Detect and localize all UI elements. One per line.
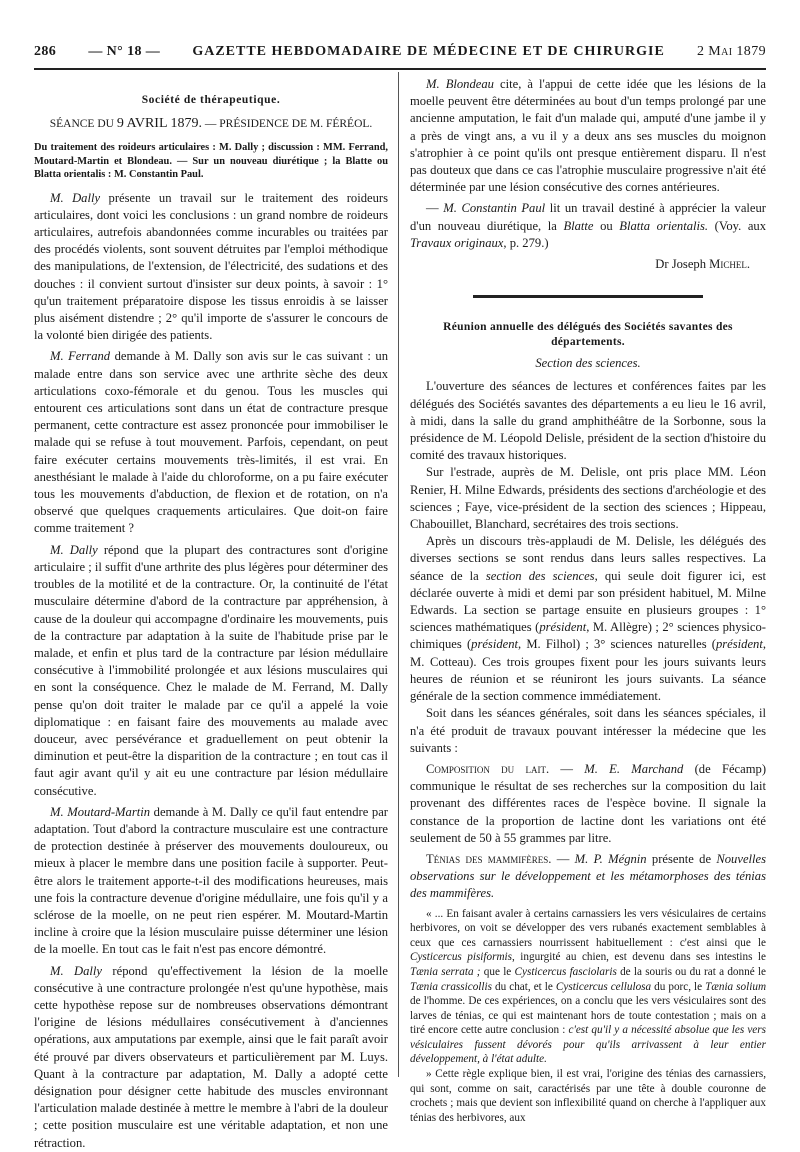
- reunion-title: Réunion annuelle des délégués des Sociétés savantes des départements.: [443, 321, 733, 348]
- paragraph-estrade: Sur l'estrade, auprès de M. Delisle, ont pris place MM. Léon Renier, H. Milne Edwards, présidents des sections d'archéologie et des sciences ; Faye, vice-président de la section des sciences ; Hippeau, Chabouillet, Blanchard, secrétaires des trois sections.: [410, 465, 766, 532]
- paragraph-constantin-paul: — M. Constantin Paul lit un travail destiné à apprécier la valeur d'un nouveau diurétique, la Blatte ou Blatta orientalis. (Voy. aux Travaux originaux, p. 279.): [410, 201, 767, 250]
- section-divider: [473, 295, 703, 298]
- paragraph-ouverture: L'ouverture des séances de lectures et conférences faites par les délégués des Sociétés savantes des départements a eu lieu le 16 avril, à midi, dans la salle du grand amphithéâtre de la Sorbonne, sous la présidence de M. Léopold Delisle, président de la section d'histoire du comité des travaux historiques.: [410, 379, 766, 463]
- paragraph-blondeau: M. Blondeau cite, à l'appui de cette idée que les lésions de la moelle peuvent être déterminées au bout d'un temps prolongé par une ancienne amputation, le fait d'un malade qui, amputé d'une jambe il y a près de vingt ans, a vu il y a deux ans ses muscles du moignon s'atrophier à ce point qu'ils ont presque entièrement disparu. Il n'est pas douteux que dans ce cas l'atrophie musculaire progressive n'ait été déterminée par une lésion consécutive des cornes antérieures.: [410, 77, 766, 195]
- journal-title: GAZETTE HEBDOMADAIRE DE MÉDECINE ET DE CHIRURGIE: [192, 44, 665, 59]
- section-title: Société de thérapeutique.: [141, 94, 281, 106]
- paragraph-dally-1: M. Dally présente un travail sur le traitement des roideurs articulaires, dont voici les conclusions : un grand nombre de roideurs articulaires, autrefois abandonnées comme incurables ou traitées par des procédés violents, sont souvent détruites par l'emploi méthodique des manipulations, de l'extension, de l'électricité, des sudations et des douches : il convient surtout d'insister sur deux points, à savoir : 1° qu'un traitement préparatoire dispose les tissus enroidis à se laisser plus aisément distendre ; 2° qu'il importe de s'assurer le concours de la volonté bien dirigée des patients.: [34, 190, 388, 343]
- header-rule: [34, 68, 766, 70]
- issue-date: 2 Mai 1879: [696, 44, 766, 59]
- right-column: [410, 76, 767, 1124]
- session-summary: Du traitement des roideurs articulaires : M. Dally ; discussion : MM. Ferrand, Moutard-Martin et Blondeau. — Sur un nouveau diurétique ; la Blatte ou Blatta orientalis : M. Constantin Paul.: [34, 142, 388, 181]
- paragraph-seances: Soit dans les séances générales, soit dans les séances spéciales, il n'a été produit de travaux pouvant intéresser la médecine que les suivants :: [410, 706, 766, 755]
- paragraph-dally-3: M. Dally répond qu'effectivement la lésion de la moelle consécutive à une contracture prolongée n'est qu'une hypothèse, mais cette hypothèse repose sur de nombreuses observations démontrant l'origine de lésions médullaires consécutivement à d'anciennes opérations, aux amputations par exemple, ainsi que le fait paraît avoir été prouvé par divers observateurs et particulièrement par M. Luys. Quant à la contracture par adaptation, M. Dally a adopté cette désignation pour désigner cette habitude des muscles environnant l'articulation malade destinée à mettre le membre à l'abri de la douleur ; cette position musculaire est une véritable adaptation, et non une rétraction.: [34, 963, 388, 1150]
- paragraph-composition-lait: Composition du lait. — M. E. Marchand (de Fécamp) communique le résultat de ses recherches sur la composition du lait provenant des différentes races de l'espèce bovine. Il signale la constance de la proportion de lactine dont les variations ont été seulement de 50 à 55 grammes par litre.: [410, 761, 767, 845]
- paragraph-dally-2: M. Dally répond que la plupart des contractures sont d'origine articulaire ; il suffit d'une arthrite des plus légères pour déterminer des troubles de la motilité et de la contracture. Or, la continuité de l'état musculaire détermine d'abord de la contracture par appréhension, à cause de la douleur qui accompagne d'ordinaire les mouvements, puis de la contracture par adaptation à la suite de l'habitude prise par le malade, et enfin et plus tard de la contracture par lésion médullaire consécutive à l'immobilité prolongée et aux lésions musculaires qui en sont la conséquence. Chez le malade de M. Ferrand, M. Dally pense qu'on doit traiter le malade par ce qu'il a appelé la voie diplomatique : en faisant faire des mouvements au malade avec douceur, avec persévérance et graduellement on peut obtenir la diminution et peut-être la disparition de la contracture ; en tout cas il faut agir avant qu'il y ait eu une contracture par lésion médullaire consécutive.: [34, 542, 388, 798]
- page-number: 286: [34, 44, 57, 59]
- page-header: [34, 44, 766, 66]
- left-column: [34, 76, 388, 1150]
- section-subtitle: Section des sciences.: [535, 356, 641, 371]
- signature: Dr Joseph Michel.: [655, 257, 750, 272]
- paragraph-discours: Après un discours très-applaudi de M. Delisle, les délégués des diverses sections se sont rendus dans leurs salles respectives. La séance de la section des sciences, qui seule doit figurer ici, est déclarée ouverte à midi et demi par son président habituel, M. Milne Edwards. La section se partage ensuite en plusieurs groupes : 1° sciences mathématiques (président, M. Allègre) ; 2° sciences physico-chimiques (président, M. Filhol) ; 3° sciences naturelles (président, M. Cotteau). Ces trois groupes fixent pour les jours suivants leurs heures de réunion et se réuniront les jours suivants. La séance générale de la section commence immédiatement.: [410, 534, 767, 704]
- quote-paragraph-2: » Cette règle explique bien, il est vrai, l'origine des ténias des carnassiers, qui sont, comme on sait, caractérisés par une tête à double couronne de crochets ; mais que devient son inflexibilité quand on cherche à l'appliquer aux ténias des herbivores, aux: [410, 1068, 766, 1124]
- paragraph-ferrand: M. Ferrand demande à M. Dally son avis sur le cas suivant : un malade entre dans son service avec une arthrite sèche des deux articulations coxo-fémorale et du genou. Tous les muscles qui entourent ces articulations sont dans un état de contracture presque permanent, cette contracture est assez prononcée pour immobiliser le malade qui se refuse à tout mouvement. Parfois, cependant, on peut faire exécuter certains mouvements très-limités, il est vrai. En anesthésiant le malade à l'aide du chloroforme, on a pu faire exécuter tous les mouvements d'abduction, de flexion et de rotation, on n'a observé que quelques craquements articulaires. Que doit-on faire comme traitement ?: [34, 349, 388, 536]
- issue-number: — N° 18 —: [88, 44, 161, 59]
- seance-line: SÉANCE DU 9 AVRIL 1879. — PRÉSIDENCE DE M. FÉRÉOL.: [49, 116, 373, 132]
- paragraph-tenias: Ténias des mammifères. — M. P. Mégnin présente de Nouvelles observations sur le développement et les métamorphoses des ténias des mammifères.: [410, 851, 767, 901]
- paragraph-moutard-martin: M. Moutard-Martin demande à M. Dally ce qu'il faut entendre par adaptation. Tout d'abord la contracture musculaire est une contracture de protection destinée à préserver des mouvements douloureux, ou mieux à placer le membre dans une position facile à supporter. Peut-être alors le traitement apporte-t-il des modifications heureuses, mais une fois la contracture devenue d'origine médullaire, une fois qu'il y a sclérose de la moelle, on ne peut rien espérer. M. Moutard-Martin incline à croire que la lésion musculaire puisse déterminer une lésion de la moelle. En tout cas le fait n'est pas encore démontré.: [34, 804, 388, 957]
- column-separator: [398, 72, 399, 1077]
- quote-paragraph-1: « ... En faisant avaler à certains carnassiers les vers vésiculaires de certains herbivores, on voit se développer des vers rubanés exactement semblables à ceux que ces carnassiers nourrissent habituellement : c'est ainsi que le Cysticercus pisiformis, ingurgité au chien, est devenu dans ses intestins le Tænia serrata ; que le Cysticercus fasciolaris de la souris ou du rat a donné le Tænia crassicollis du chat, et le Cysticercus cellulosa du porc, le Tænia solium de l'homme. De ces expériences, on a conclu que les vers vésiculaires sont des larves de ténias, ce qui est maintenant hors de toute contestation ; mais on a tiré encore cette autre conclusion : c'est qu'il y a nécessité absolue que les vers vésiculaires fussent dévorés pour qu'ils arrivassent à leur entier développement, à l'état adulte.: [410, 907, 767, 1066]
